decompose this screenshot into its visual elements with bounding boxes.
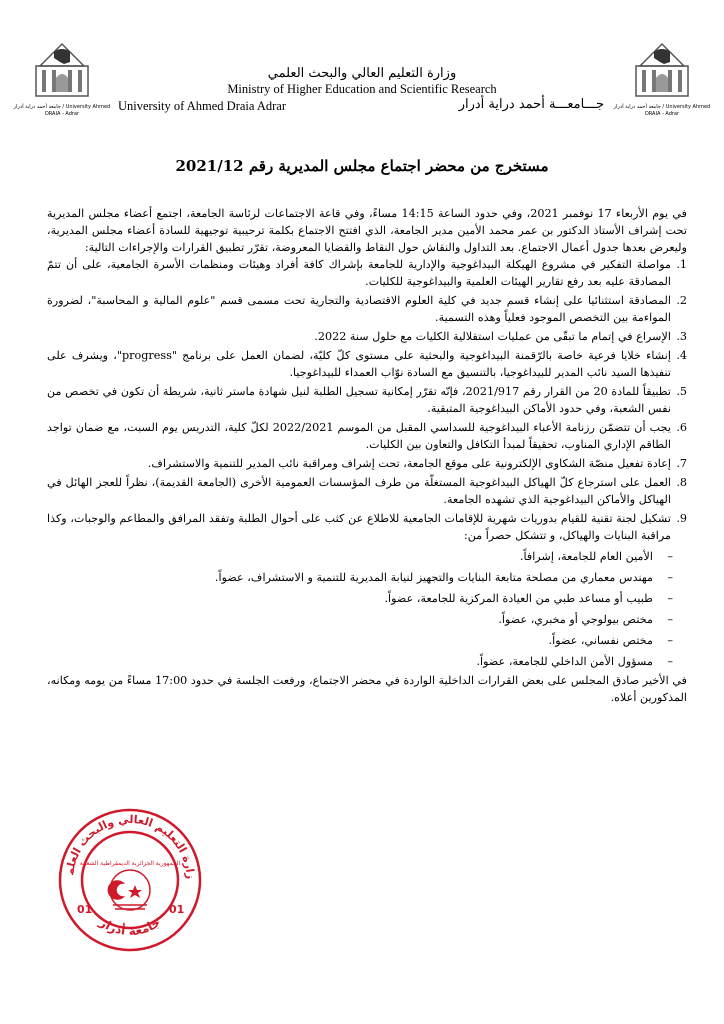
svg-text:جامعة أدرار — [96, 915, 163, 939]
intro-paragraph: في يوم الأربعاء 17 نوفمبر 2021، وفي حدود الساعة 14:15 مساءً، وفي قاعة الاجتماعات لرئاسة الجامعة، اجتمع أعضاء مجلس المديرية تحت إشراف الأستاذ الدكتور بن عمر محمد الأمين مدير الجامعة، الذي افتتح الاجتماع بكلمة ترحيبية توجيهية للسادة أعضاء مجلس المديرية، وليعرض بعدها جدول أعمال الاجتماع. بعد التداول والنقاش حول النقاط والقضايا المعروضة، تقرّر تطبيق القرارات والإجراءات التالية: — [47, 207, 687, 254]
decision-text: الإسراع في إتمام ما تبقّى من عمليات استقلالية الكليات مع حلول سنة 2022. — [314, 330, 671, 343]
document-body — [47, 205, 687, 706]
ministry-name-arabic: وزارة التعليم العالي والبحث العلمي — [267, 66, 457, 81]
decision-number: 2. — [676, 294, 687, 307]
logo-caption-left: جامعة أحمد دراية أدرار / University Ahmed DRAIA - Adrar — [13, 104, 111, 117]
committee-member: – مختص نفساني، عضواً. — [548, 634, 673, 647]
decision-text: المصادقة استثنائيا على إنشاء قسم جديد في كلية العلوم الاقتصادية والتجارية تحت مسمى قسم "علوم المالية و المحاسبة"، لضرورة المواءمة بين التخصص الموجود فعلياً وهذه التسمية. — [47, 294, 671, 324]
ministry-name-english: Ministry of Higher Education and Scientific Research — [227, 82, 497, 96]
decision-item — [47, 328, 687, 345]
decision-text: إعادة تفعيل منصّة الشكاوى الإلكترونية على موقع الجامعة، تحت إشراف ومراقبة نائب المدير للتنمية والاستشراف. — [147, 457, 671, 470]
decision-item — [47, 347, 687, 381]
decision-item — [47, 419, 687, 453]
decision-number: 7. — [676, 457, 687, 470]
decision-number: 4. — [676, 349, 687, 362]
committee-member: – مهندس معماري من مصلحة متابعة البنايات والتجهيز لنيابة المديرية للتنمية و الاستشراف، عضواً. — [214, 571, 673, 584]
decision-text: العمل على استرجاع كلّ الهياكل البيداغوجية المستغلّة من طرف المؤسسات العمومية الأخرى (الجامعة القديمة)، نظراً للعجز الهائل في الهياكل والأماكن البيداغوجية الذي تشهده الجامعة. — [47, 476, 671, 506]
committee-member: – مختص بيولوجي أو مخبري، عضواً. — [498, 613, 673, 626]
decision-item — [47, 474, 687, 508]
university-name-arabic: جـــامعـــة أحمد دراية أدرار — [458, 97, 604, 112]
stamp-center-text: الجمهورية الجزائرية الديمقراطية الشعبية — [79, 860, 181, 867]
decision-item — [47, 510, 687, 544]
university-name-english: University of Ahmed Draia Adrar — [118, 99, 287, 113]
committee-member: – طبيب أو مساعد طبي من العيادة المركزية للجامعة، عضواً. — [384, 592, 673, 605]
decision-item — [47, 455, 687, 472]
decision-number: 3. — [676, 330, 687, 343]
decision-number: 5. — [676, 385, 687, 398]
stamp-number-left: 01 — [77, 903, 93, 916]
document-title: مستخرج من محضر اجتماع مجلس المديرية رقم 2021/12 — [175, 157, 549, 175]
committee-member: – الأمين العام للجامعة، إشرافاً. — [519, 550, 673, 563]
official-stamp — [55, 805, 205, 955]
stamp-top-text: زارة التعليم العالي والبحث العلم — [63, 812, 198, 880]
decision-number: 6. — [676, 421, 687, 434]
decision-number: 9. — [676, 512, 687, 525]
decision-number: 1. — [676, 258, 687, 271]
decision-item — [47, 383, 687, 417]
decision-item — [47, 256, 687, 290]
decision-number: 8. — [676, 476, 687, 489]
committee-members-list — [47, 546, 687, 672]
decision-item — [47, 292, 687, 326]
decision-text: مواصلة التفكير في مشروع الهيكلة البيداغوجية والإدارية للجامعة بإشراك كافة أفراد وهيئات ومنظمات الأسرة الجامعية، على أن تتمّ المصادقة عليه بعد رفع تقارير الهيئات العلمية والبيداغوجية للكليات. — [47, 258, 671, 288]
decision-text: إنشاء خلايا فرعية خاصة بالرّقمنة البيداغوجية والبحثية على مستوى كلّ كليّة، لضمان العمل على برنامج "progress"، ويشرف على تنفيذها السيد نائب المدير للبيداغوجيا، بالتنسيق مع السادة نوّاب العمداء للبيداغوجيا. — [47, 349, 672, 379]
logo-caption-right: جامعة أحمد دراية أدرار / University Ahmed DRAIA - Adrar — [613, 104, 711, 117]
closing-paragraph: في الأخير صادق المجلس على بعض القرارات الداخلية الواردة في محضر الاجتماع، ورفعت الجلسة في حدود 17:00 مساءً من يومه ومكانه، المذكورين أعلاه. — [47, 674, 687, 704]
decision-text: تشكيل لجنة تقنية للقيام بدوريات شهرية للإقامات الجامعية للاطلاع عن كثب على أحوال الطلبة وتفقد المرافق والمطاعم والوجبات، وكذا مراقبة البنايات والهياكل، و تتشكل حصراً من: — [47, 512, 671, 542]
decision-text: يجب أن تتضمّن رزنامة الأعباء البيداغوجية للسداسي المقبل من الموسم 2022/2021 لكلّ كلية، التدريس يوم السبت، مع ضمان تواجد الطاقم الإداري المناوب، تحقيقاً لمبدأ التكافل والتعاون بين الكليات. — [47, 421, 672, 451]
stamp-number-right: 01 — [169, 903, 185, 916]
algeria-emblem-icon — [108, 870, 150, 910]
stamp-bottom-text: جامعة أدرار — [97, 915, 163, 939]
decision-text: تطبيقاً للمادة 20 من القرار رقم 2021/917، فإنّه تقرّر إمكانية تسجيل الطلبة لنيل شهادة ماستر ثانية، شريطة أن تكون في تخصص من نفس الشعبة، وفي حدود الأماكن البيداغوجية المتبقية. — [47, 385, 672, 415]
committee-member: – مسؤول الأمن الداخلي للجامعة، عضواً. — [476, 655, 673, 668]
decisions-list — [47, 256, 687, 544]
